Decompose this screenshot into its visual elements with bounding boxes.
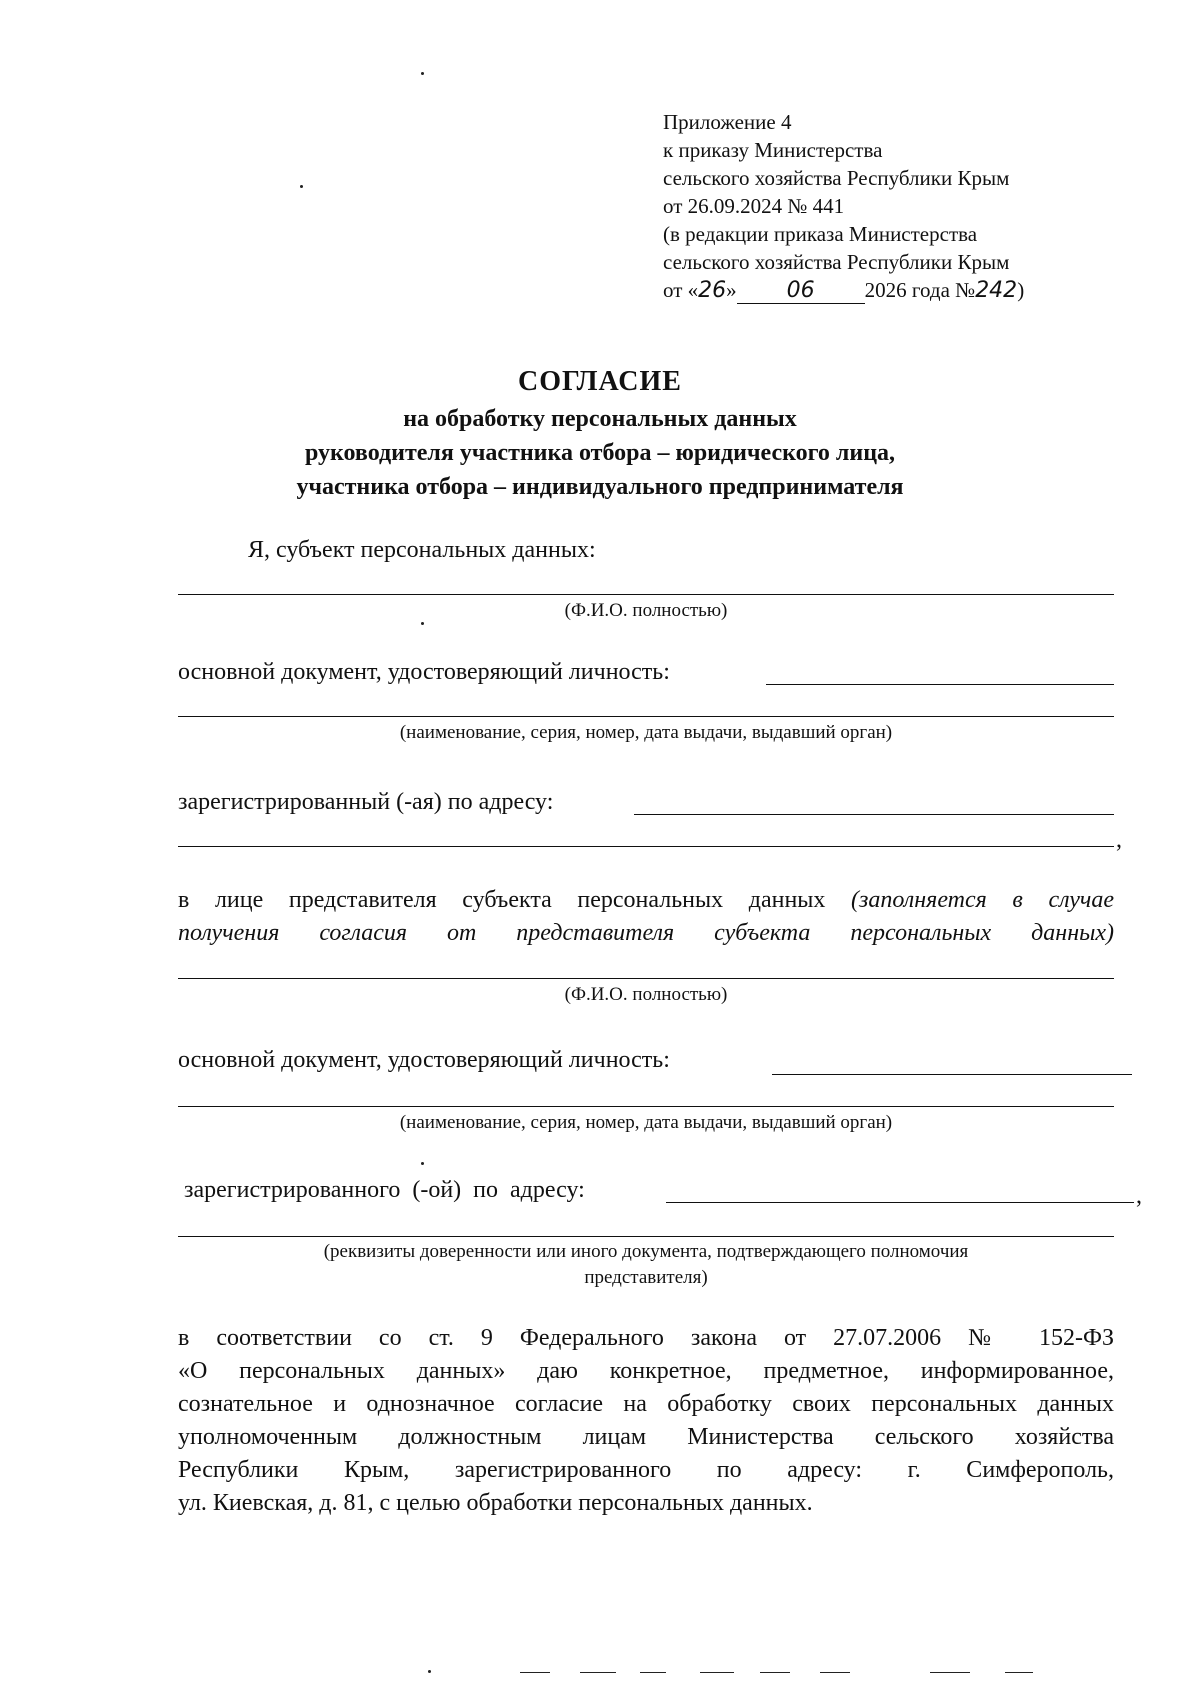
date-day-handwritten: 26 (698, 278, 727, 303)
subtitle-line: руководителя участника отбора – юридического лица, (304, 440, 896, 466)
representative-note-2: получения согласия от представителя субъекта персональных данных) (178, 920, 1114, 946)
body-line: «О персональных данных» даю конкретное, предметное, информированное, (178, 1358, 1114, 1384)
representative-note-1: (заполняется в случае (851, 887, 1115, 913)
representative-address-end: , (1136, 1183, 1142, 1209)
subject-address-end: , (1116, 827, 1122, 853)
annex-line: Приложение 4 (663, 110, 792, 134)
subtitle-line: участника отбора – индивидуального предпринимателя (296, 474, 904, 500)
body-line: Республики Крым, зарегистрированного по адресу: г. Симферополь, (178, 1457, 1114, 1483)
representative-authority-caption-1: (реквизиты доверенности или иного документа, подтверждающего полномочия (323, 1241, 969, 1262)
representative-fio-caption: (Ф.И.О. полностью) (564, 984, 728, 1005)
subject-address-label: зарегистрированный (-ая) по адресу: (178, 789, 554, 815)
annex-line: сельского хозяйства Республики Крым (663, 250, 1010, 274)
order-number-handwritten: 242 (975, 278, 1018, 303)
representative-lead: в лице представителя субъекта персональных данных (178, 887, 826, 913)
representative-doc-line-2[interactable] (178, 1106, 1114, 1107)
subject-fio-line[interactable] (178, 594, 1114, 595)
scan-dash (1005, 1672, 1033, 1673)
body-line: уполномоченным должностным лицам Министерства сельского хозяйства (178, 1424, 1114, 1450)
scan-dash (520, 1672, 550, 1673)
scan-speck (300, 185, 303, 188)
annex-line: от 26.09.2024 № 441 (663, 194, 845, 218)
annex-line: (в редакции приказа Министерства (663, 222, 978, 246)
consent-body (178, 1322, 1114, 1520)
date-prefix: от « (663, 278, 699, 302)
date-month-handwritten: 06 (786, 278, 815, 303)
scan-dash (760, 1672, 790, 1673)
scan-speck (421, 72, 424, 75)
representative-address-line[interactable] (666, 1202, 1134, 1203)
document-title: СОГЛАСИЕ (518, 366, 682, 397)
subject-doc-label: основной документ, удостоверяющий личность: (178, 659, 670, 685)
scan-speck (421, 622, 424, 625)
subject-address-line-1[interactable] (634, 814, 1114, 815)
annex-date-line: от «26» 06 2026 года №242) (663, 278, 1025, 303)
scan-speck (421, 1162, 424, 1165)
subject-fio-caption: (Ф.И.О. полностью) (564, 600, 728, 621)
body-line: ул. Киевская, д. 81, с целью обработки персональных данных. (178, 1490, 813, 1516)
representative-paragraph-line-2 (178, 917, 1114, 950)
representative-paragraph-line-1 (178, 884, 1114, 917)
subject-doc-line-1[interactable] (766, 684, 1114, 685)
annex-line: к приказу Министерства (663, 138, 883, 162)
date-year: 2026 года № (864, 278, 976, 302)
representative-doc-line-1[interactable] (772, 1074, 1132, 1075)
representative-authority-caption-2: представителя) (584, 1267, 708, 1288)
representative-fio-line[interactable] (178, 978, 1114, 979)
scan-dash (640, 1672, 666, 1673)
subject-address-line-2[interactable] (178, 846, 1114, 847)
date-month-field (737, 278, 865, 304)
subject-doc-line-2[interactable] (178, 716, 1114, 717)
scan-dash (930, 1672, 970, 1673)
document-subtitle (150, 402, 1050, 504)
scan-dash (700, 1672, 734, 1673)
scan-speck (428, 1670, 431, 1673)
subtitle-line: на обработку персональных данных (403, 406, 797, 432)
date-sep: » (726, 278, 737, 302)
subject-doc-caption: (наименование, серия, номер, дата выдачи, выдавший орган) (399, 722, 893, 743)
scan-dash (820, 1672, 850, 1673)
representative-authority-line[interactable] (178, 1236, 1114, 1237)
annex-line: сельского хозяйства Республики Крым (663, 166, 1010, 190)
representative-doc-label: основной документ, удостоверяющий личность: (178, 1047, 670, 1073)
representative-address-label: зарегистрированного (-ой) по адресу: (184, 1177, 585, 1203)
subject-intro: Я, субъект персональных данных: (248, 537, 596, 563)
annex-block (663, 108, 1133, 305)
representative-doc-caption: (наименование, серия, номер, дата выдачи, выдавший орган) (399, 1112, 893, 1133)
scan-dash (580, 1672, 616, 1673)
body-line: сознательное и однозначное согласие на обработку своих персональных данных (178, 1391, 1114, 1417)
body-line: в соответствии со ст. 9 Федерального закона от 27.07.2006 № 152-ФЗ (178, 1325, 1114, 1351)
